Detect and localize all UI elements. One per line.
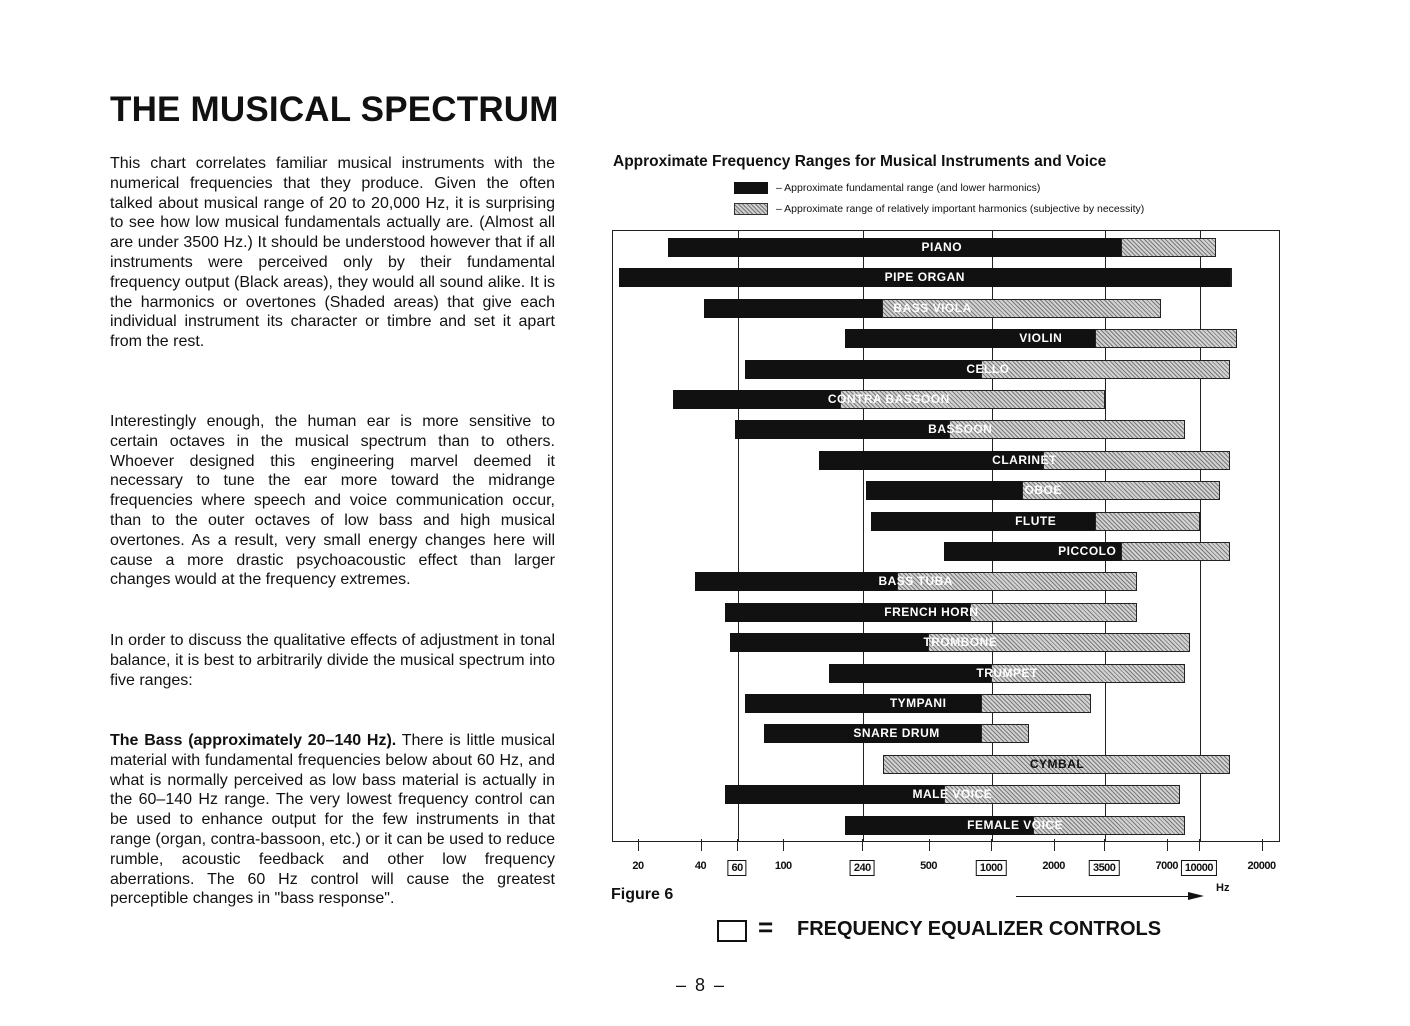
- bar-fundamental-bass-viola: [704, 299, 882, 318]
- bar-harmonics-piccolo: [1121, 542, 1230, 561]
- bar-label-french-horn: FRENCH HORN: [884, 604, 979, 619]
- bar-cello: [745, 360, 1230, 379]
- ranges-paragraph: In order to discuss the qualitative effects of adjustment in tonal balance, it is best to arbitrarily divide the musical spectrum into five ranges:: [110, 632, 555, 689]
- intro-paragraph: This chart correlates familiar musical instruments with the numerical frequencies that they produce. Given the often talked about musical range of 20 to 20,000 Hz, it is surprising to see how low musical fundamentals actually are. (Almost all are under 3500 Hz.) It should be understood however that if all instruments were perceived only by their fundamental frequency output (Black areas), they would all sound alike. It is the harmonics or overtones (Shaded areas) that give each individual instrument its character or timbre and set it apart from the rest.: [110, 155, 555, 351]
- bar-harmonics-violin: [1095, 329, 1236, 348]
- bar-fundamental-male-voice: [725, 785, 944, 804]
- bar-fundamental-trombone: [730, 633, 928, 652]
- bar-oboe: [866, 481, 1220, 500]
- bar-bassoon: [735, 420, 1185, 439]
- tick-label-10000: 10000: [1181, 860, 1217, 876]
- axis-tick-1000: [991, 839, 992, 851]
- bar-french-horn: [725, 603, 1137, 622]
- figure-label: Figure 6: [611, 886, 674, 903]
- tick-label-2000: 2000: [1042, 860, 1065, 872]
- legend-fundamental-text: – Approximate fundamental range (and lower harmonics): [776, 182, 1041, 194]
- bar-fundamental-piano: [668, 238, 1122, 257]
- tick-label-20000: 20000: [1247, 860, 1276, 872]
- legend-fundamental-swatch: [734, 182, 768, 194]
- gridline-240: [863, 231, 864, 841]
- bar-label-male-voice: MALE VOICE: [912, 787, 993, 802]
- bar-label-snare-drum: SNARE DRUM: [853, 726, 940, 741]
- bar-fundamental-contra-bassoon: [673, 390, 840, 409]
- bar-tympani: [745, 694, 1091, 713]
- axis-tick-40: [701, 839, 702, 851]
- tick-label-500: 500: [920, 860, 937, 872]
- legend-harmonics: [734, 203, 1144, 215]
- bar-label-oboe: OBOE: [1024, 483, 1062, 498]
- gridline-1000: [992, 231, 993, 841]
- tick-label-240: 240: [850, 860, 875, 876]
- gridline-10000: [1200, 231, 1201, 841]
- bar-bass-tuba: [695, 572, 1138, 591]
- axis-tick-100: [783, 839, 784, 851]
- legend-harmonics-text: – Approximate range of relatively important harmonics (subjective by necessity): [776, 203, 1145, 215]
- bar-piano: [668, 238, 1217, 257]
- bar-fundamental-bass-tuba: [695, 572, 898, 591]
- tick-label-100: 100: [774, 860, 792, 872]
- bar-harmonics-pipe-organ: [1230, 268, 1232, 287]
- bar-trombone: [730, 633, 1190, 652]
- tick-label-40: 40: [694, 860, 707, 872]
- legend-fundamental: [734, 182, 1040, 194]
- bar-violin: [845, 329, 1237, 348]
- tick-label-60: 60: [728, 860, 747, 876]
- axis-tick-7000: [1167, 839, 1168, 851]
- eq-legend-text: FREQUENCY EQUALIZER CONTROLS: [797, 918, 1162, 940]
- bar-trumpet: [829, 664, 1185, 683]
- bar-harmonics-snare-drum: [981, 724, 1029, 743]
- bar-snare-drum: [764, 724, 1029, 743]
- axis-tick-20000: [1262, 839, 1263, 851]
- bar-label-bass-viola: BASS VIOLA: [893, 300, 972, 315]
- bar-piccolo: [944, 542, 1230, 561]
- tick-label-1000: 1000: [976, 860, 1006, 876]
- bar-harmonics-piano: [1121, 238, 1216, 257]
- bar-label-trumpet: TRUMPET: [976, 665, 1038, 680]
- bar-cymbal: [883, 755, 1230, 774]
- bar-flute: [871, 512, 1200, 531]
- bar-fundamental-trumpet: [829, 664, 991, 683]
- hz-unit-label: Hz: [1216, 882, 1230, 894]
- axis-tick-240: [862, 839, 863, 851]
- bar-female-voice: [845, 816, 1185, 835]
- bar-fundamental-flute: [871, 512, 1095, 531]
- axis-tick-10000: [1199, 839, 1200, 851]
- bar-label-cello: CELLO: [966, 361, 1010, 376]
- eq-equals-sign: =: [758, 912, 774, 942]
- bar-label-cymbal: CYMBAL: [1029, 756, 1085, 771]
- bar-male-voice: [725, 785, 1180, 804]
- gridline-3500: [1105, 231, 1106, 841]
- bar-fundamental-bassoon: [735, 420, 949, 439]
- bar-label-bassoon: BASSOON: [928, 422, 993, 437]
- bar-label-piano: PIANO: [921, 240, 963, 254]
- bar-fundamental-cello: [745, 360, 980, 379]
- bar-harmonics-tympani: [981, 694, 1092, 713]
- bar-label-female-voice: FEMALE VOICE: [967, 817, 1064, 832]
- axis-tick-500: [929, 839, 930, 851]
- axis-tick-3500: [1104, 839, 1105, 851]
- bar-label-violin: VIOLIN: [1019, 331, 1063, 346]
- ear-sensitivity-paragraph: Interestingly enough, the human ear is more sensitive to certain octaves in the musical spectrum than to others. Whoever designed this engineering marvel deemed it necessary to tune the ear more toward the midrange frequencies where speech and voice communication occur, than to the outer octaves of low bass and high musical overtones. As a result, very small energy changes here will cause a more drastic psychoacoustic effect than larger changes would at the frequency extremes.: [110, 413, 555, 589]
- bar-bass-viola: [704, 299, 1161, 318]
- eq-control-box-icon: [717, 920, 747, 942]
- bass-text: There is little musical material with fundamental frequencies below about 60 Hz, and what is normally perceived as low bass material is actually in the 60–140 Hz range. The very lowest frequency control can be used to enhance output for the few instruments in that range (organ, contra-bassoon, etc.) or it can be used to reduce rumble, acoustic feedback and other low frequency aberrations. The 60 Hz control will cause the greatest perceptible changes in "bass response".: [110, 732, 555, 908]
- tick-label-20: 20: [632, 860, 644, 872]
- bar-label-piccolo: PICCOLO: [1058, 544, 1117, 558]
- hz-arrow-line: [1016, 896, 1192, 897]
- axis-tick-2000: [1054, 839, 1055, 851]
- bar-label-pipe-organ: PIPE ORGAN: [884, 270, 965, 285]
- bar-fundamental-oboe: [866, 481, 1022, 500]
- chart-title: Approximate Frequency Ranges for Musical Instruments and Voice: [613, 153, 1107, 170]
- hz-arrow-head-icon: [1188, 892, 1204, 900]
- frequency-range-chart: [612, 230, 1280, 842]
- bar-label-tympani: TYMPANI: [889, 696, 947, 710]
- axis-tick-60: [737, 839, 738, 851]
- bass-heading: The Bass (approximately 20–140 Hz).: [110, 732, 397, 749]
- bar-label-trombone: TROMBONE: [923, 635, 998, 650]
- bar-harmonics-flute: [1095, 512, 1200, 531]
- legend-harmonics-swatch: [734, 203, 768, 215]
- bar-label-clarinet: CLARINET: [992, 452, 1057, 467]
- bar-harmonics-cello: [981, 360, 1231, 379]
- page-number: – 8 –: [676, 975, 727, 995]
- bar-harmonics-clarinet: [1043, 451, 1230, 470]
- bass-paragraph: [110, 731, 555, 909]
- tick-label-7000: 7000: [1155, 860, 1179, 872]
- bar-label-contra-bassoon: CONTRA BASSOON: [827, 392, 950, 406]
- bar-pipe-organ: [619, 268, 1233, 287]
- tick-label-3500: 3500: [1089, 860, 1119, 876]
- bar-label-flute: FLUTE: [1015, 513, 1057, 528]
- bar-clarinet: [819, 451, 1230, 470]
- bar-label-bass-tuba: BASS TUBA: [878, 574, 953, 589]
- bar-harmonics-french-horn: [970, 603, 1137, 622]
- page-title: THE MUSICAL SPECTRUM: [110, 90, 559, 129]
- axis-tick-20: [638, 839, 639, 851]
- gridline-60: [738, 231, 739, 841]
- bar-contra-bassoon: [673, 390, 1106, 409]
